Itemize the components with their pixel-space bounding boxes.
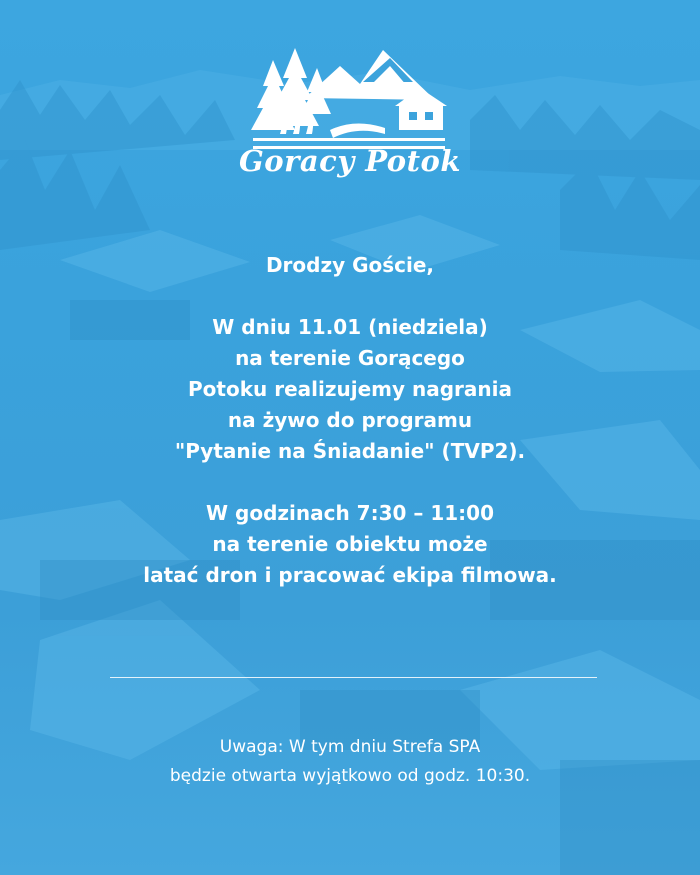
note-line: będzie otwarta wyjątkowo od godz. 10:30. <box>169 766 531 786</box>
note-line: Uwaga: W tym dniu Strefa SPA <box>219 737 481 757</box>
paragraph1-line: W dniu 11.01 (niedziela) <box>212 315 488 339</box>
paragraph2-line: W godzinach 7:30 – 11:00 <box>205 501 495 525</box>
announcement-message <box>40 250 660 591</box>
brand-name: Goracy Potok <box>239 144 461 178</box>
spa-note <box>40 733 660 791</box>
paragraph1-line: na terenie Gorącego <box>235 346 465 370</box>
divider <box>110 677 597 678</box>
greeting: Drodzy Goście, <box>265 253 435 277</box>
paragraph2-line: latać dron i pracować ekipa filmowa. <box>143 563 557 587</box>
paragraph1-line: "Pytanie na Śniadanie" (TVP2). <box>174 439 526 463</box>
paragraph1-line: Potoku realizujemy nagrania <box>188 377 512 401</box>
paragraph1-line: na żywo do programu <box>227 408 473 432</box>
paragraph2-line: na terenie obiektu może <box>212 532 488 556</box>
